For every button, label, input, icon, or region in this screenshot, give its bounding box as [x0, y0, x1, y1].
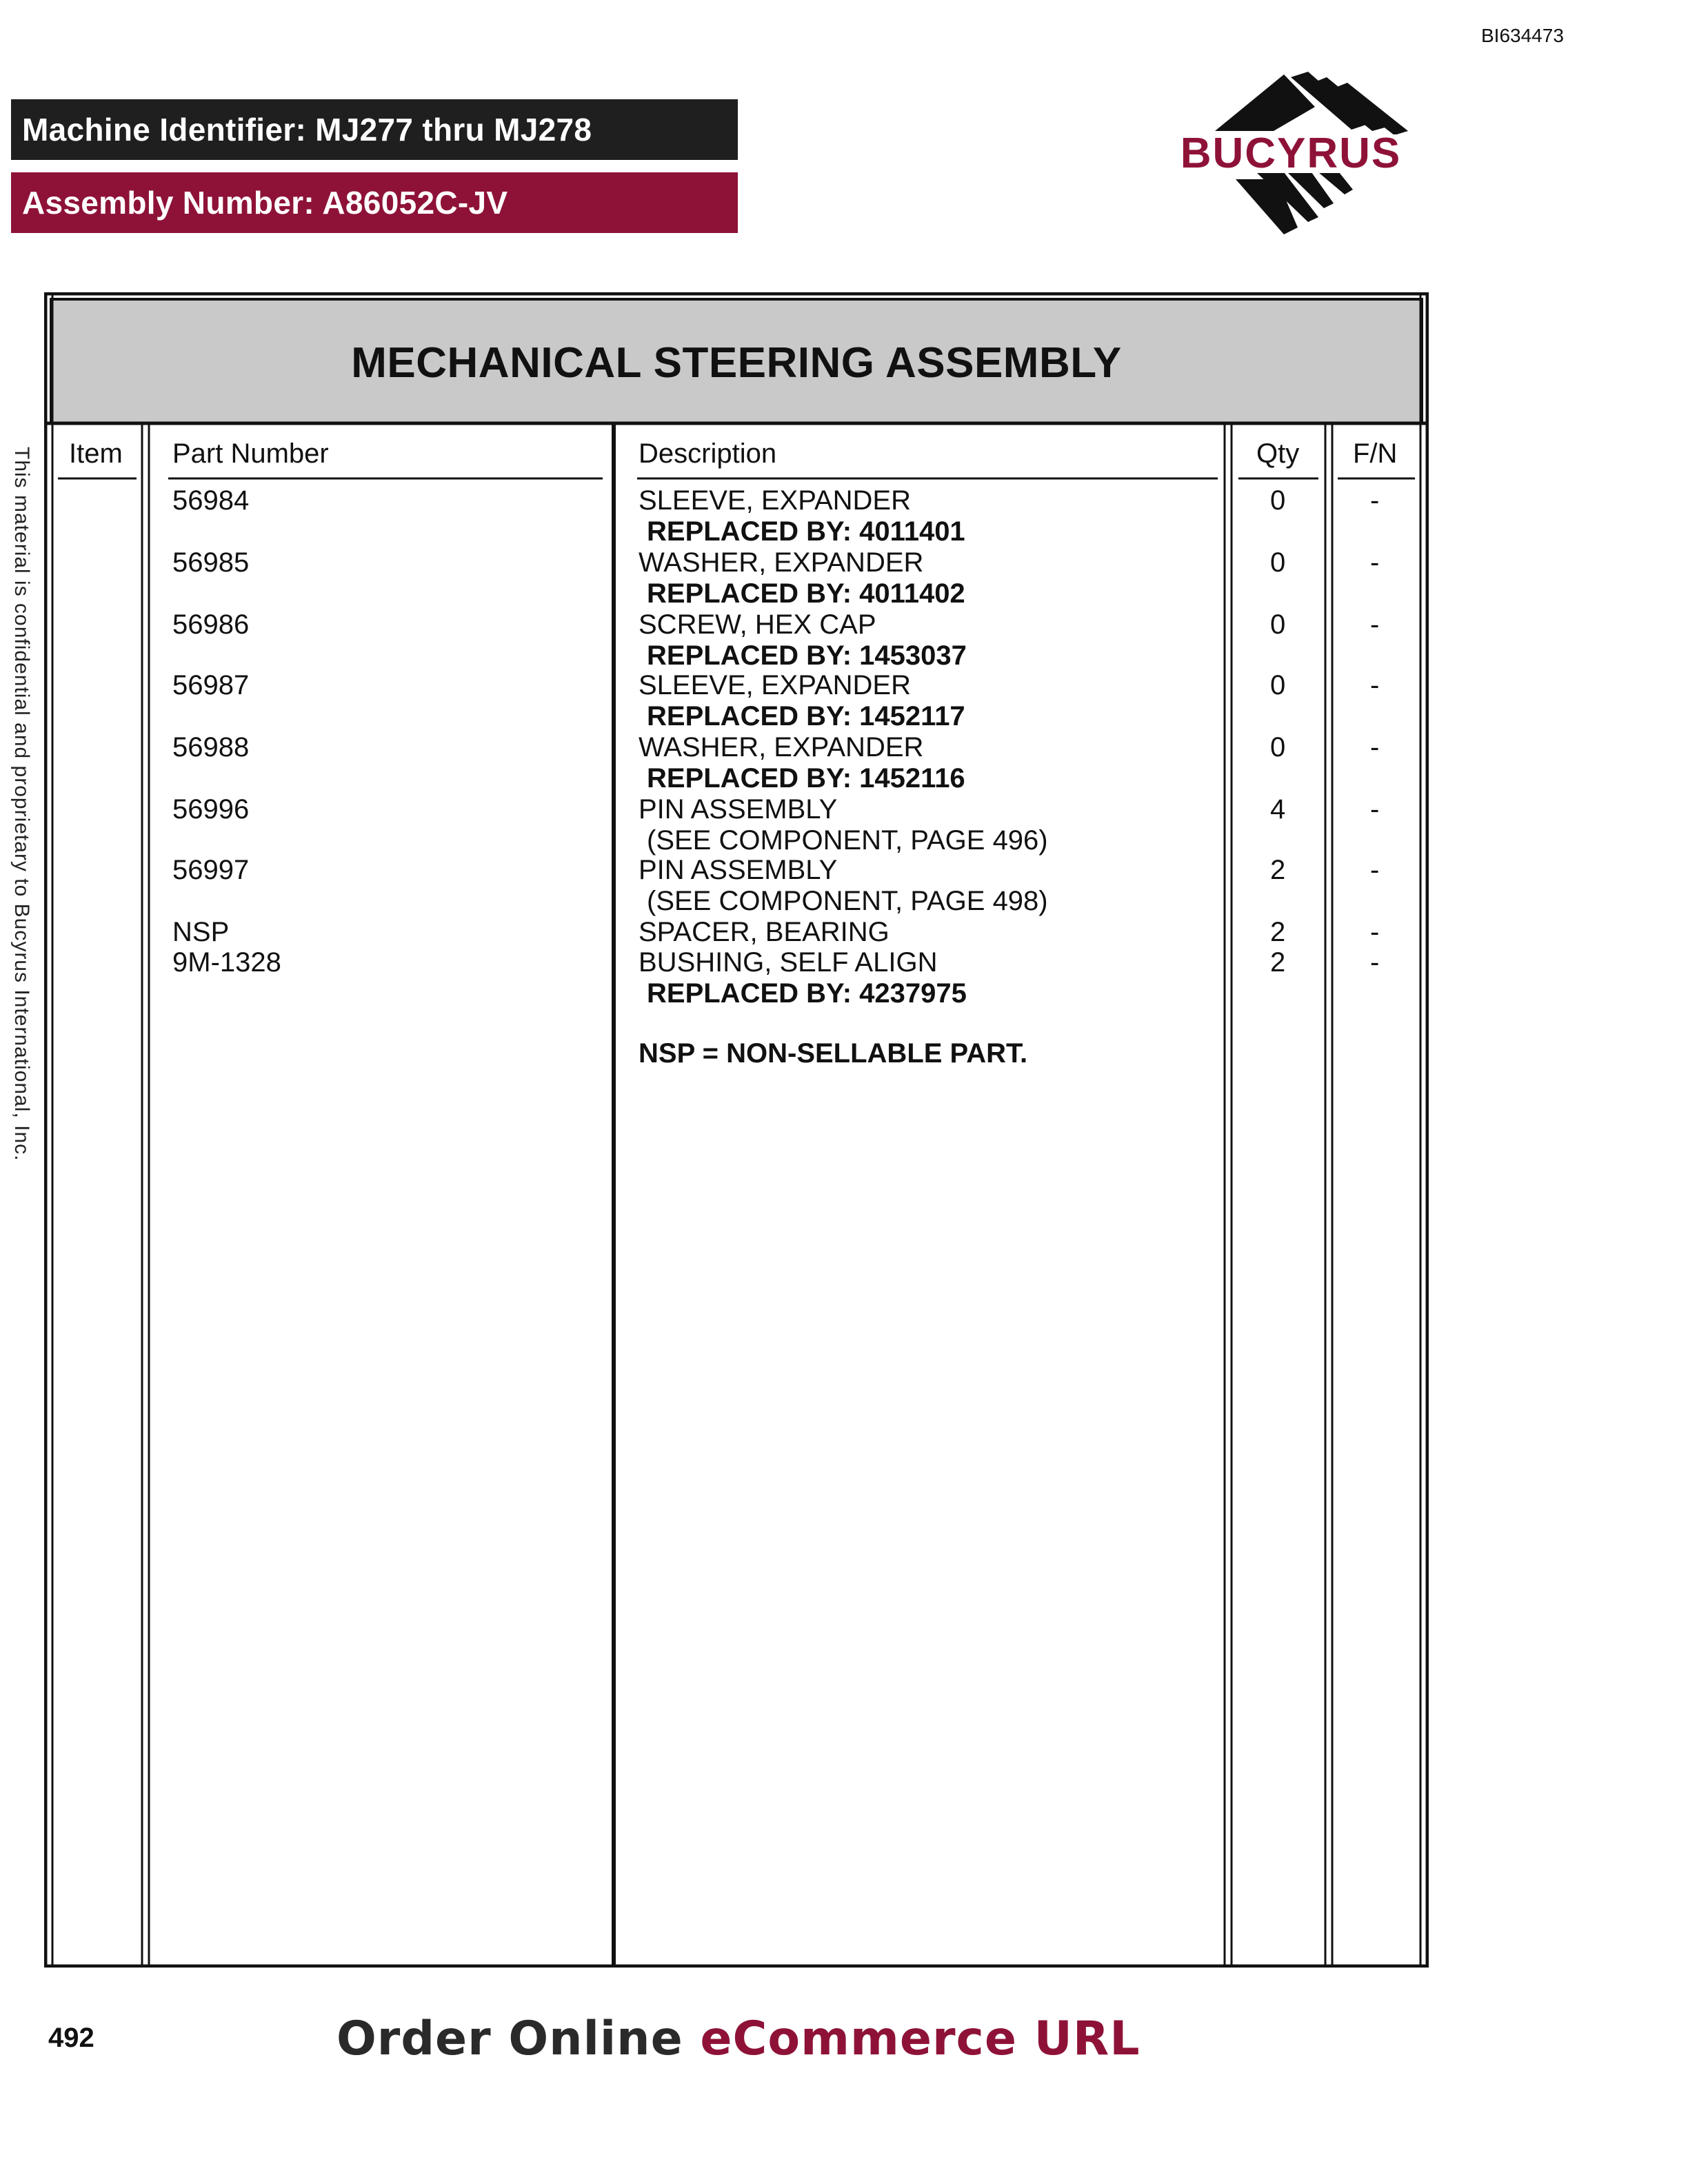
row-qty: 0	[1270, 547, 1286, 578]
column-header-qty: Qty	[1256, 438, 1300, 469]
row-replacement-note: REPLACED BY: 1452116	[647, 763, 965, 793]
row-component-note: (SEE COMPONENT, PAGE 496)	[647, 825, 1048, 856]
column-header-item: Item	[69, 438, 123, 469]
row-qty: 2	[1270, 947, 1286, 978]
row-part-number: 9M-1328	[172, 947, 281, 978]
row-component-note: (SEE COMPONENT, PAGE 498)	[647, 886, 1048, 916]
bucyrus-logo	[1153, 69, 1429, 241]
row-fn: -	[1370, 855, 1380, 885]
row-qty: 0	[1270, 609, 1286, 640]
row-part-number: 56996	[172, 794, 250, 825]
assembly-number-banner: Assembly Number: A86052C-JV	[11, 172, 738, 233]
row-description: SLEEVE, EXPANDER	[639, 485, 911, 516]
row-fn: -	[1370, 485, 1380, 516]
confidentiality-note: This material is confidential and proprietary to Bucyrus International, Inc.	[10, 447, 33, 1162]
nsp-footnote: NSP = NON-SELLABLE PART.	[639, 1038, 1028, 1069]
bucyrus-chevron-logo-icon	[1153, 69, 1429, 241]
order-online-link[interactable]	[336, 2012, 1141, 2066]
row-description: BUSHING, SELF ALIGN	[639, 947, 938, 978]
row-replacement-note: REPLACED BY: 4011401	[647, 516, 965, 547]
row-fn: -	[1370, 947, 1380, 978]
page-number: 492	[48, 2023, 94, 2053]
row-description: WASHER, EXPANDER	[639, 547, 924, 578]
row-description: SPACER, BEARING	[639, 917, 890, 947]
row-part-number: 56984	[172, 485, 250, 516]
row-part-number: 56987	[172, 670, 250, 700]
row-description: SLEEVE, EXPANDER	[639, 670, 911, 700]
row-part-number: 56986	[172, 609, 250, 640]
column-header-description: Description	[639, 438, 777, 469]
row-fn: -	[1370, 917, 1380, 947]
row-description: WASHER, EXPANDER	[639, 732, 924, 762]
row-fn: -	[1370, 732, 1380, 762]
column-header-part-number: Part Number	[172, 438, 329, 469]
row-replacement-note: REPLACED BY: 4237975	[647, 978, 967, 1009]
row-description: PIN ASSEMBLY	[639, 855, 838, 885]
row-qty: 4	[1270, 794, 1286, 825]
column-header-fn: F/N	[1353, 438, 1398, 469]
row-qty: 2	[1270, 917, 1286, 947]
row-part-number: 56988	[172, 732, 250, 762]
row-part-number: 56997	[172, 855, 250, 885]
row-replacement-note: REPLACED BY: 4011402	[647, 578, 965, 609]
row-fn: -	[1370, 609, 1380, 640]
machine-identifier-banner: Machine Identifier: MJ277 thru MJ278	[11, 99, 738, 160]
row-qty: 0	[1270, 485, 1286, 516]
document-id: BI634473	[1481, 25, 1564, 46]
logo-wordmark: BUCYRUS	[1180, 130, 1402, 177]
row-description: SCREW, HEX CAP	[639, 609, 876, 640]
ecommerce-url-text[interactable]: eCommerce URL	[700, 2012, 1141, 2066]
row-fn: -	[1370, 794, 1380, 825]
order-online-text: Order Online	[336, 2012, 683, 2066]
row-qty: 2	[1270, 855, 1286, 885]
row-fn: -	[1370, 670, 1380, 700]
parts-table	[44, 292, 1429, 1968]
row-part-number: 56985	[172, 547, 250, 578]
row-description: PIN ASSEMBLY	[639, 794, 838, 825]
row-part-number: NSP	[172, 917, 230, 947]
table-title: MECHANICAL STEERING ASSEMBLY	[351, 338, 1122, 387]
row-replacement-note: REPLACED BY: 1452117	[647, 701, 965, 731]
row-fn: -	[1370, 547, 1380, 578]
row-qty: 0	[1270, 732, 1286, 762]
row-replacement-note: REPLACED BY: 1453037	[647, 640, 967, 671]
row-qty: 0	[1270, 670, 1286, 700]
